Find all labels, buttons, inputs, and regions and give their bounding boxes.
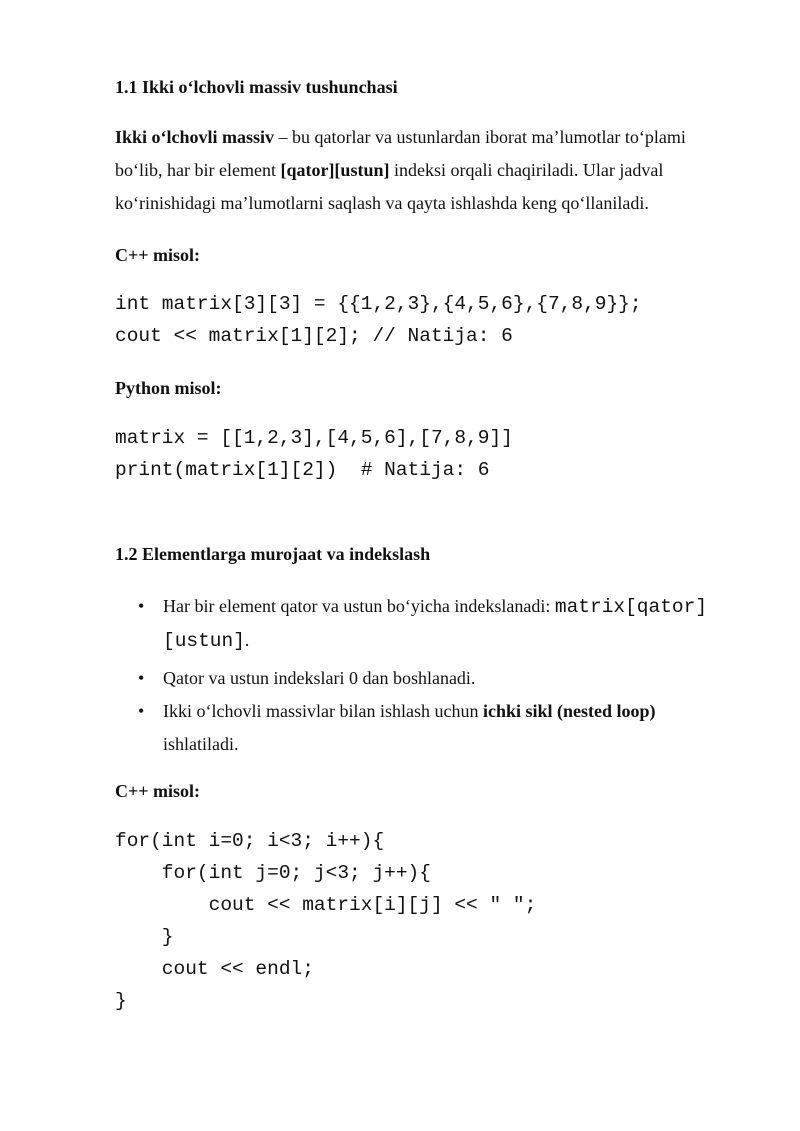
cpp-loop-code-block: for(int i=0; i<3; i++){ for(int j=0; j<3; j++){ cout << matrix[i][j] << " "; } cout << endl; } bbox=[115, 830, 537, 1012]
list-item: • Ikki o‘lchovli massivlar bilan ishlash uchun ichki sikl (nested loop) ishlatiladi. bbox=[115, 695, 720, 761]
definition-paragraph: Ikki o‘lchovli massiv – bu qatorlar va ustunlardan iborat ma’lumotlar to‘plami bo‘lib, har bir element [qator][ustun] indeksi orqali chaqiriladi. Ular jadval ko‘rinishidagi ma’lumotlarni saqlash va qayta ishlashda keng qo‘llaniladi. bbox=[115, 127, 686, 213]
cpp-example-label: C++ misol: bbox=[115, 245, 201, 265]
python-code-block: matrix = [[1,2,3],[4,5,6],[7,8,9]] print(matrix[1][2]) # Natija: 6 bbox=[115, 427, 513, 481]
bullet-icon: • bbox=[138, 596, 145, 616]
bullet-list bbox=[115, 590, 720, 761]
definition-term: Ikki o‘lchovli massiv bbox=[115, 127, 275, 147]
cpp-code-block: int matrix[3][3] = {{1,2,3},{4,5,6},{7,8,9}}; cout << matrix[1][2]; // Natija: 6 bbox=[115, 293, 642, 347]
bullet-icon: • bbox=[138, 701, 145, 721]
section-heading-1: 1.1 Ikki o‘lchovli massiv tushunchasi bbox=[115, 77, 398, 97]
index-notation: [qator][ustun] bbox=[280, 160, 390, 180]
python-example-label: Python misol: bbox=[115, 378, 222, 398]
nested-loop-term: ichki sikl (nested loop) bbox=[482, 701, 656, 721]
cpp-example-label-2: C++ misol: bbox=[115, 781, 201, 801]
list-item: • Har bir element qator va ustun bo‘yicha indekslanadi: matrix[qator][ustun]. bbox=[115, 590, 720, 658]
bullet-icon: • bbox=[138, 668, 145, 688]
section-heading-2: 1.2 Elementlarga murojaat va indekslash bbox=[115, 544, 431, 564]
list-item: • Qator va ustun indekslari 0 dan boshlanadi. bbox=[115, 662, 720, 695]
inline-code: matrix[qator][ustun] bbox=[163, 596, 708, 652]
